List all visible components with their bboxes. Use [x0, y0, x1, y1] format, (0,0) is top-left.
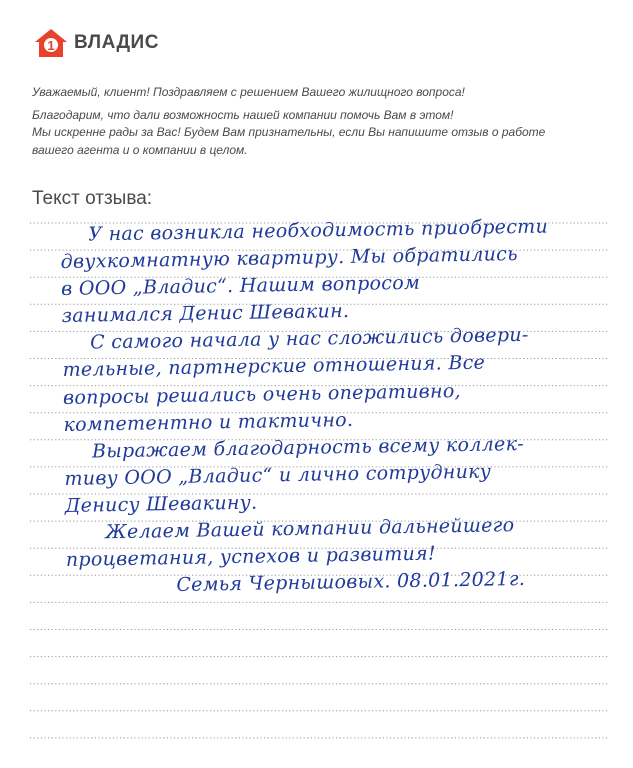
- review-signature: Семья Чернышовых. 08.01.2021г.: [176, 568, 526, 597]
- intro-line-thanks: Благодарим, что дали возможность нашей компании помочь Вам в этом!: [32, 107, 454, 122]
- logo-wordmark: ВЛАДИС: [74, 32, 159, 53]
- review-line: С самого начала у нас сложились довери-: [89, 324, 529, 354]
- review-line: занимался Денис Шевакин.: [61, 300, 350, 328]
- review-line: в ООО „Владис“. Нашим вопросом: [60, 271, 421, 301]
- review-line: тельные, партнерские отношения. Все: [62, 352, 486, 382]
- review-heading: Текст отзыва:: [32, 188, 153, 209]
- review-line: процветания, успехов и развития!: [65, 542, 437, 572]
- intro-message: [32, 84, 602, 159]
- review-line: компетентно и тактично.: [63, 408, 354, 436]
- brand-logo: [34, 28, 159, 58]
- intro-line-request: Мы искренне рады за Вас! Будем Вам признательны, если Вы напишите отзыв о работе: [32, 125, 546, 139]
- review-line: двухкомнатную квартиру. Мы обратились: [60, 243, 518, 274]
- intro-line-greeting: Уважаемый, клиент! Поздравляем с решением Вашего жилищного вопроса!: [32, 85, 465, 99]
- review-line: тиву ООО „Владис“ и лично сотруднику: [64, 460, 492, 490]
- review-line: У нас возникла необходимость приобрести: [88, 215, 549, 246]
- logo-digit: 1: [47, 38, 55, 53]
- review-line: Желаем Вашей компании дальнейшего: [105, 514, 515, 544]
- review-line: вопросы решались очень оперативно,: [62, 379, 462, 409]
- house-key-icon: [34, 28, 68, 58]
- review-line: Денису Шевакину.: [64, 491, 258, 517]
- review-line: Выражаем благодарность всему коллек-: [91, 432, 525, 463]
- handwritten-review: [60, 212, 627, 601]
- intro-line-request-end: вашего агента и о компании в целом.: [32, 142, 248, 157]
